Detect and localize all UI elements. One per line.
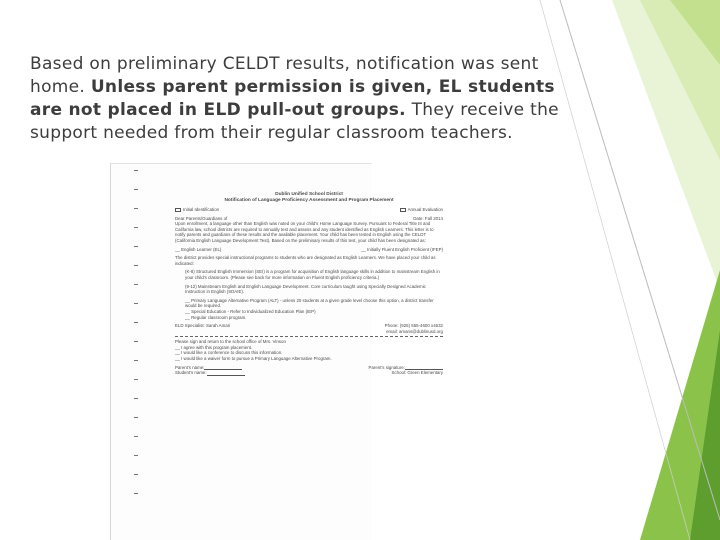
letter-conference: __ I would like a conference to discuss this information. bbox=[175, 350, 283, 356]
letter-subtitle: Notification of Language Proficiency Assessment and Program Placement bbox=[224, 198, 394, 203]
checkbox-icon bbox=[175, 208, 181, 212]
letter-district: Dublin Unified School District bbox=[275, 192, 343, 197]
intro-paragraph bbox=[30, 53, 580, 145]
letter-annual: Annual Evaluation bbox=[407, 207, 443, 212]
notification-letter-image bbox=[110, 163, 443, 540]
letter-alt: __ Primary Language Alternative Program (ALT) - unless 20 students at a given grade level choose this option, a district transfer would be required. bbox=[185, 297, 434, 309]
intro-text-part3: They receive the support needed from their regular classroom teachers. bbox=[30, 100, 559, 143]
letter-phone: Phone: (925) 555-4600 x4632 bbox=[384, 323, 443, 329]
letter-body bbox=[175, 192, 443, 376]
letter-para2: The district provides special instructional programs to students who are designated as English Learners. We have placed your child as indicated: bbox=[175, 255, 436, 266]
letter-para1: Upon enrollment, a language other than English was noted on your child's Home Language Survey. Pursuant to Federal Title III and California law, school districts are required to annually test and assess and any student identified as English Learners. This letter is to notify parents and guardians of these results and the available placement. Your child has been tested in English using the CELDT (California English Language Development Test). Based on the preliminary results of this test, your child has been designated as: bbox=[175, 221, 434, 243]
letter-mainstream: (9-12) Mainstream English and English Language Development. Core curriculum taught using Specially Designed Academic Instruction in English (SDAIE). bbox=[185, 283, 426, 295]
letter-iep: __ Special Education - Refer to Individualized Education Plan (IEP) bbox=[185, 308, 316, 314]
intro-text-part1: Based on preliminary CELDT results, notification was sent home. bbox=[30, 54, 539, 97]
letter-el: __ English Learner (EL) bbox=[175, 246, 222, 252]
letter-parent-sig: Parent's signature: bbox=[368, 364, 405, 370]
letter-waiver: __ I would like a waiver form to pursue a Primary Language Alternative Program. bbox=[175, 356, 332, 362]
letter-student: Student's name: bbox=[175, 370, 207, 376]
letter-cut-line bbox=[175, 336, 443, 337]
intro-text-bold: Unless parent permission is given, EL students are not placed in ELD pull-out groups. bbox=[30, 77, 555, 120]
letter-initial: Initial Identification bbox=[183, 207, 220, 212]
letter-agree: __ I agree with this program placement. bbox=[175, 344, 253, 350]
letter-specialist: ELD Specialist: Sarah Amari bbox=[175, 323, 231, 329]
letter-date: Date: Fall 2014 bbox=[413, 215, 443, 221]
letter-student-row bbox=[175, 370, 443, 376]
letter-email: email: amaris@dublinusd.org bbox=[386, 328, 443, 334]
letter-salutation: Dear Parents/Guardians of bbox=[175, 215, 228, 221]
letter-school: School: Green Elementary bbox=[391, 370, 443, 376]
letter-return: Please sign and return to the school office of Mrs. Vinson bbox=[175, 339, 286, 345]
letter-sei: (K-8) Structured English Immersion (SEI) is a program for acquisition of English language skills in addition to mainstream English in your child's classroom. (Please see back for more information on Fluent English proficiency criteria.) bbox=[185, 269, 440, 280]
letter-regular: __ Regular classroom program. bbox=[185, 314, 247, 320]
letter-parent-name: Parent's name: bbox=[175, 364, 205, 370]
scan-margin-marks bbox=[134, 170, 139, 530]
checkbox-icon bbox=[400, 208, 406, 212]
letter-ifep: __ Initially Fluent English Proficient (IFEP) bbox=[361, 246, 443, 252]
